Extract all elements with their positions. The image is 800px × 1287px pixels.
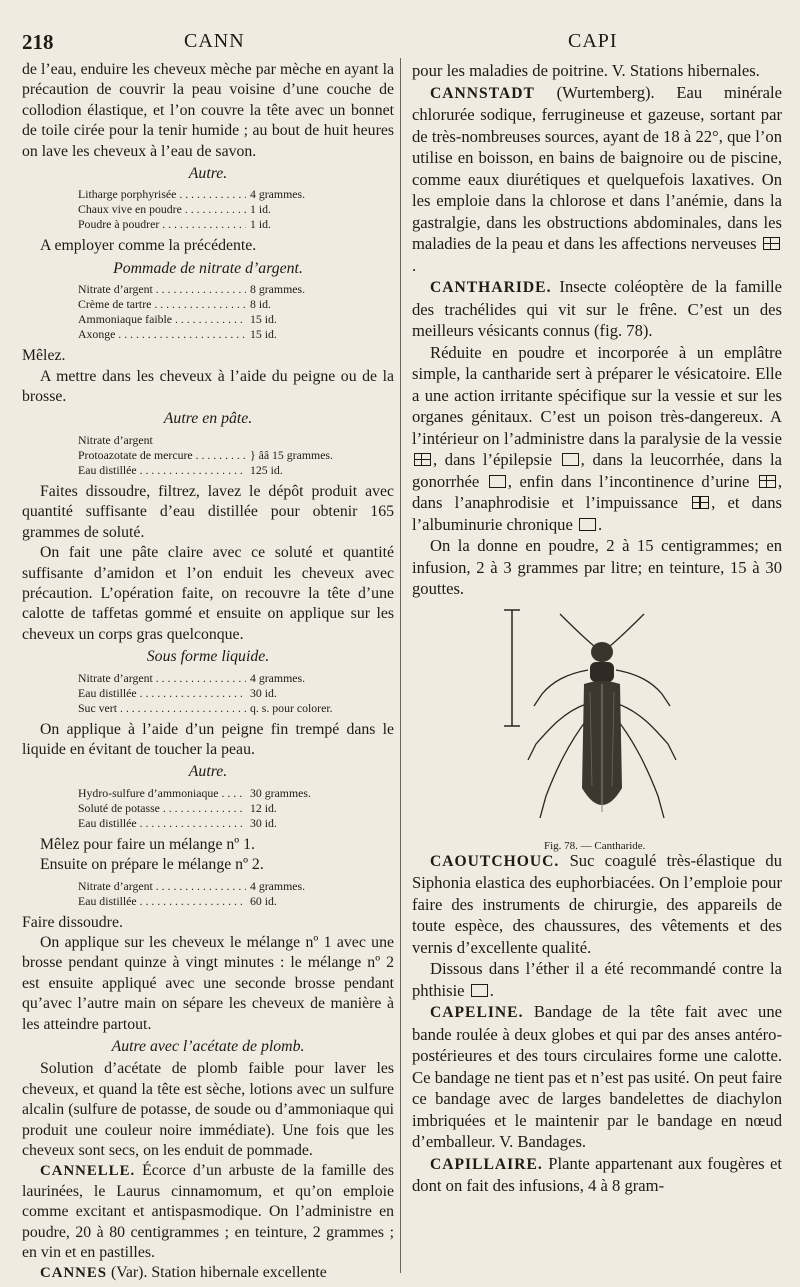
recipe-row [78, 433, 338, 448]
paragraph: A employer comme la précédente. [40, 237, 257, 255]
paragraph: Faire dissoudre. [22, 913, 123, 931]
ingredient-name: Eau distillée . . . [78, 894, 246, 909]
entry-text: Écorce d’un arbuste de la famille des laurinées, le Laurus cinnamomum, et qu’on emploie comme excitant et antispasmodique. On l’administre en poudre, 20 à 80 centigrammes ; en teinture, 2 grammes ; en vin et en pastilles. [22, 1162, 394, 1262]
recipe-row [78, 297, 338, 312]
ingredient-name: Axonge . . . [78, 327, 246, 342]
paragraph: Dissous dans l’éther il a été recommandé contre la phthisie . [412, 959, 782, 1000]
entry-capeline [412, 1001, 782, 1153]
recipe-row [78, 217, 338, 232]
paragraph: On applique sur les cheveux le mélange nº 1 avec une brosse pendant quinze à vingt minutes : le mélange nº 2 est ensuite appliqué avec une seconde brosse pendant qu’avec l’autre main on sépare les cheveux de manière à les atteindre partout. [22, 933, 394, 1033]
ingredient-quantity [246, 433, 338, 448]
entry-text: Suc coagulé très-élastique du Siphonia elastica des euphorbiacées. On l’emploie pour faire des instruments de chirurgie, des appareils de toute espèce, des chaussures, des vêtements et des vernis d’excellente qualité. [412, 850, 782, 957]
boxed-plus-icon [692, 496, 709, 509]
recipe-heading: Pommade de nitrate d’argent. [113, 259, 303, 277]
recipe-list [78, 282, 338, 342]
recipe-row [78, 463, 338, 478]
paragraph: Mêlez pour faire un mélange nº 1. [40, 835, 256, 853]
recipe-row [78, 686, 338, 701]
ingredient-quantity: 1 id. [250, 217, 271, 232]
boxed-plus-icon [763, 237, 780, 250]
recipe-list [78, 671, 338, 716]
recipe-heading: Autre en pâte. [163, 410, 253, 428]
recipe-heading: Sous forme liquide. [146, 648, 270, 666]
ingredient-name: Eau distillée . . . [78, 463, 246, 478]
recipe-heading: Autre. [188, 763, 228, 781]
recipe-row [78, 327, 338, 342]
recipe-row [78, 187, 338, 202]
ingredient-name: Hydro-sulfure d’ammoniaque . . . [78, 786, 246, 801]
right-column [412, 60, 782, 1197]
entry-text: (Wurtemberg). Eau minérale chlorurée sodique, ferrugineuse et gazeuse, sortant par de très-nombreuses sources, ayant de 18 à 22°, que l’on utilise en boisson, en bains de baignoire ou de piscine, comme eaux diurétiques et quelquefois laxatives. On les emploie dans la chlorose et dans l’anémie, dans la gastralgie, dans les obstructions abdominales, dans les maladies de la peau et dans les affections nerveuses [412, 82, 782, 253]
entry-cannes [22, 1263, 394, 1283]
running-head-left: CANN [184, 30, 245, 52]
recipe-row [78, 894, 338, 909]
entry-capillaire [412, 1153, 782, 1197]
empty-box-icon [579, 518, 596, 531]
recipe-row [78, 448, 338, 463]
paragraph: On fait une pâte claire avec ce soluté et quantité suffisante d’amidon et l’on enduit les cheveux avec précaution. L’opération faite, on recouvre la tête d’une calotte de taffetas gommé et ensuite on applique sur les cheveux un corps gras quelconque. [22, 544, 394, 643]
recipe-list [78, 187, 338, 232]
beetle-illustration [502, 608, 702, 834]
ingredient-quantity: 15 id. [250, 327, 277, 342]
ingredient-quantity: 30 grammes. [250, 785, 311, 800]
ingredient-quantity: 30 id. [250, 815, 277, 830]
recipe-row [78, 786, 338, 801]
recipe-row [78, 801, 338, 816]
ingredient-name: Nitrate d’argent . . . [78, 671, 246, 686]
entry-caoutchouc [412, 850, 782, 959]
ingredient-name: Crème de tartre . . . [78, 297, 246, 312]
text-run: , dans l’anaphrodisie et l’impuissance [412, 471, 782, 512]
ingredient-name: Eau distillée . . . [78, 816, 246, 831]
ingredient-quantity: 8 grammes. [250, 282, 306, 297]
empty-box-icon [562, 453, 579, 466]
ingredient-name: Litharge porphyrisée . . . [78, 187, 246, 202]
ingredient-name: Poudre à poudrer . . . [78, 217, 246, 232]
page-header [0, 22, 800, 52]
left-column [22, 60, 394, 1284]
paragraph: pour les maladies de poitrine. V. Stations hibernales. [412, 61, 760, 80]
recipe-list [78, 433, 338, 478]
entry-term: CAOUTCHOUC. [430, 852, 560, 870]
empty-box-icon [471, 984, 488, 997]
paragraph: On la donne en poudre, 2 à 15 centigrammes; en infusion, 2 à 3 grammes par litre; en teinture, 15 à 30 gouttes. [412, 536, 782, 598]
paragraph: Faites dissoudre, filtrez, lavez le dépôt produit avec quantité suffisante d’eau distillée pour obtenir 165 grammes de soluté. [22, 482, 394, 541]
boxed-plus-icon [759, 475, 776, 488]
recipe-heading: Autre avec l’acétate de plomb. [111, 1038, 305, 1055]
paragraph: A mettre dans les cheveux à l’aide du peigne ou de la brosse. [22, 367, 394, 406]
ingredient-name: Protoazotate de mercure . . . [78, 448, 246, 463]
entry-term: CAPILLAIRE. [430, 1155, 543, 1173]
ingredient-name: Suc vert . . . [78, 701, 246, 716]
ingredient-quantity: 8 id. [250, 297, 271, 312]
ingredient-name: Nitrate d’argent . . . [78, 282, 246, 297]
ingredient-quantity: } ââ 15 grammes. [250, 447, 333, 462]
recipe-row [78, 202, 338, 217]
recipe-row [78, 816, 338, 831]
ingredient-name: Chaux vive en poudre . . . [78, 202, 246, 217]
entry-term: CANTHARIDE. [430, 279, 552, 296]
recipe-row [78, 879, 338, 894]
recipe-list [78, 879, 338, 909]
recipe-row [78, 282, 338, 297]
ingredient-quantity: 4 grammes. [250, 670, 306, 685]
ingredient-quantity: 15 id. [250, 312, 277, 327]
ingredient-quantity: 4 grammes. [250, 187, 306, 202]
boxed-plus-icon [414, 453, 431, 466]
ingredient-quantity: 1 id. [250, 202, 271, 217]
text-run: Dissous dans l’éther il a été recommandé contre la phthisie [412, 959, 782, 1000]
ingredient-name: Ammoniaque faible . . . [78, 312, 246, 327]
ingredient-quantity: 4 grammes. [250, 878, 306, 893]
paragraph: Solution d’acétate de plomb faible pour laver les cheveux, et quand la tête est sèche, lotions avec un sulfure alcalin (sulfure de potasse, de soude ou d’ammoniaque qui produit une couleur noire immédiate). Une fois que les cheveux sont secs, on les enduit de pommade. [22, 1060, 394, 1160]
entry-cannstadt: CANNSTADT (Wurtemberg). Eau minérale chlorurée sodique, ferrugineuse et gazeuse, sortant par de très-nombreuses sources, ayant de 18 à 22°, que l’on utilise en boisson, en bains de baignoire ou de piscine, comme eaux diurétiques et quelquefois laxatives. On les emploie dans la chlorose et dans l’anémie, dans la gastralgie, dans les obstructions abdominales, dans les maladies de la peau et dans les affections nerveuses . [412, 82, 782, 275]
entry-cannelle [22, 1161, 394, 1263]
ingredient-quantity: q. s. pour colorer. [250, 700, 333, 715]
ingredient-quantity: 30 id. [250, 685, 277, 700]
entry-term: CANNSTADT [430, 84, 535, 102]
text-run: Réduite en poudre et incorporée à un emplâtre simple, la cantharide sert à préparer le vésicatoire. Elle a une action irritante spécifique sur la vessie et sur les organes génitaux. C’est un poison très-dangereux. A l’intérieur on l’administre dans la paralysie de la vessie [412, 342, 782, 448]
recipe-row [78, 312, 338, 327]
running-head-right: CAPI [568, 30, 618, 52]
paragraph: On applique à l’aide d’un peigne fin trempé dans le liquide en évitant de toucher la peau. [22, 720, 394, 758]
ingredient-name: Nitrate d’argent . . . [78, 879, 246, 894]
ingredient-name: Soluté de potasse . . . [78, 801, 246, 816]
recipe-list [78, 786, 338, 831]
text-run: , dans l’épilepsie [433, 450, 552, 469]
figure-78 [412, 608, 782, 852]
ingredient-quantity: 125 id. [250, 462, 283, 477]
paragraph: de l’eau, enduire les cheveux mèche par mèche en ayant la précaution de couvrir la peau voisine d’une couche de collodion élastique, et l’on couvre la tête avec un bonnet de toile cirée pour la tenir humide ; au bout de huit heures on lave les cheveux à l’eau de savon. [22, 61, 394, 160]
entry-term: CANNELLE. [40, 1163, 136, 1180]
column-divider [400, 58, 401, 1273]
text-run: , enfin dans l’incontinence d’urine [507, 471, 750, 491]
entry-cantharide [412, 276, 782, 342]
recipe-row [78, 671, 338, 686]
paragraph: Ensuite on prépare le mélange nº 2. [40, 856, 264, 874]
entry-text: Insecte coléoptère de la famille des trachélides qui vit sur le frêne. C’est un des meilleurs vésicants connus (fig. 78). [412, 277, 782, 340]
scale-bar [502, 608, 522, 728]
entry-term: CANNES [40, 1265, 108, 1282]
text-run: , dans la leucorrhée, dans la gonorrhée [412, 450, 782, 491]
empty-box-icon [489, 475, 506, 488]
text-run: , et dans l’albuminurie chronique [412, 493, 782, 534]
entry-text: Bandage de la tête fait avec une bande roulée à deux globes et qui par des anses antéro-postérieures et des tours circulaires forme une calotte. Ce bandage ne tient pas et n’est pas usité. On peut faire ce bandage avec de larges bandelettes de diachylon imbriquées et le maintenir par le bandage en nœud d’emballeur. V. Bandages. [412, 1002, 782, 1151]
entry-term: CAPELINE. [430, 1004, 524, 1021]
paragraph: Mêlez. [22, 347, 66, 365]
ingredient-name: Nitrate d’argent [78, 432, 153, 447]
figure-caption: Fig. 78. — Cantharide. [544, 839, 646, 852]
paragraph: Réduite en poudre et incorporée à un emplâtre simple, la cantharide sert à préparer le vésicatoire. Elle a une action irritante spécifique sur la vessie et sur les organes génitaux. C’est un poison très-dangereux. A l’intérieur on l’administre dans la paralysie de la vessie , dans l’épilepsie , dans la leucorrhée, dans la gonorrhée , enfin dans l’incontinence d’urine , dans l’anaphrodisie et l’impuissance , et dans l’albuminurie chronique . [412, 342, 782, 534]
entry-text: (Var). Station hibernale excellente [107, 1264, 327, 1282]
ingredient-name: Eau distillée . . . [78, 686, 246, 701]
recipe-row [78, 701, 338, 716]
recipe-heading: Autre. [188, 165, 228, 183]
ingredient-quantity: 12 id. [250, 800, 277, 815]
page-number: 218 [22, 30, 54, 54]
entry-text: Plante appartenant aux fougères et dont on fait des infusions, 4 à 8 gram- [412, 1153, 782, 1195]
ingredient-quantity: 60 id. [250, 893, 277, 908]
